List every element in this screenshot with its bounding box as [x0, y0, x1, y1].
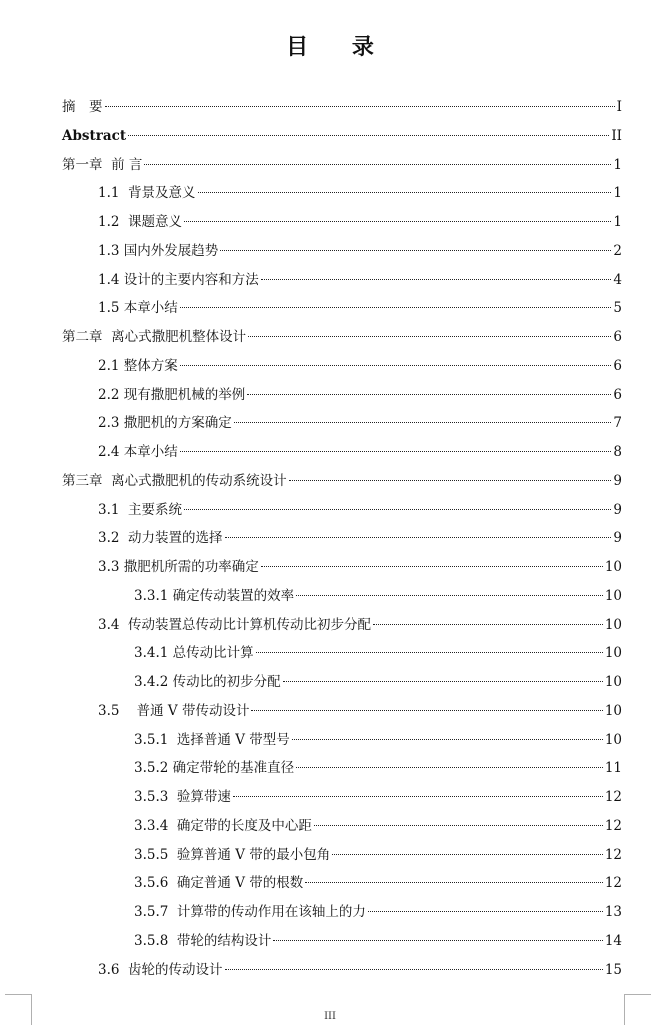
toc-dot-leader	[314, 825, 603, 826]
toc-entry[interactable]	[62, 381, 622, 410]
toc-entry-page-number: 10	[604, 645, 622, 662]
toc-entry-page-number: 1	[613, 214, 622, 230]
toc-dot-leader	[128, 135, 609, 136]
toc-entry-title: Abstract	[62, 127, 127, 144]
toc-entry-page-number: 6	[613, 329, 622, 345]
toc-entry-title: 1.1 背景及意义	[98, 185, 196, 202]
toc-entry-title: 2.3 撒肥机的方案确定	[98, 415, 232, 432]
toc-entry-page-number: 9	[613, 501, 622, 518]
toc-entry-title: 3.5.1 选择普通 V 带型号	[134, 731, 290, 748]
toc-dot-leader	[180, 365, 612, 366]
toc-entry-title: 第三章 离心式撒肥机的传动系统设计	[62, 472, 287, 489]
toc-entry-title: 3.5.7 计算带的传动作用在该轴上的力	[134, 904, 366, 920]
toc-entry-title: 2.1 整体方案	[98, 357, 178, 374]
toc-dot-leader	[373, 624, 603, 625]
toc-entry[interactable]	[62, 611, 622, 640]
toc-dot-leader	[247, 394, 611, 395]
toc-entry-page-number: 12	[604, 789, 622, 805]
toc-dot-leader	[234, 422, 612, 423]
toc-entry-title: 1.2 课题意义	[98, 214, 183, 230]
toc-entry-page-number: 6	[613, 386, 622, 403]
toc-dot-leader	[273, 940, 602, 941]
toc-entry[interactable]	[62, 496, 622, 525]
toc-dot-leader	[292, 739, 603, 740]
toc-entry[interactable]	[62, 726, 622, 755]
toc-entry-title: 3.5 普通 V 带传动设计	[98, 702, 250, 719]
toc-entry-page-number: 10	[604, 587, 622, 604]
toc-entry-page-number: 7	[613, 415, 622, 432]
toc-dot-leader	[220, 250, 611, 251]
toc-entry[interactable]	[62, 869, 622, 898]
toc-dot-leader	[332, 854, 603, 855]
toc-entry-title: 1.4 设计的主要内容和方法	[98, 271, 259, 288]
toc-entry[interactable]	[62, 812, 622, 841]
toc-dot-leader	[225, 537, 612, 538]
toc-entry[interactable]	[62, 927, 622, 956]
toc-entry-page-number: 10	[604, 731, 622, 748]
toc-entry-title: 1.5 本章小结	[98, 300, 178, 317]
footer-page-number: III	[324, 1011, 336, 1022]
toc-entry[interactable]	[62, 151, 622, 180]
toc-entry-page-number: 12	[604, 846, 622, 863]
toc-entry-page-number: 15	[604, 961, 622, 978]
toc-entry-page-number: 12	[604, 875, 622, 892]
toc-entry-page-number: 9	[613, 530, 622, 547]
toc-entry-page-number: 1	[613, 185, 622, 202]
toc-entry-title: 2.2 现有撒肥机械的举例	[98, 386, 246, 403]
toc-entry[interactable]	[62, 237, 622, 266]
toc-dot-leader	[144, 164, 611, 165]
toc-entry[interactable]	[62, 438, 622, 467]
toc-entry-title: 3.4.1 总传动比计算	[134, 645, 254, 662]
toc-entry-page-number: 8	[613, 444, 622, 460]
toc-dot-leader	[251, 710, 602, 711]
toc-entry[interactable]	[62, 956, 622, 985]
toc-entry[interactable]	[62, 266, 622, 295]
toc-entry-title: 2.4 本章小结	[98, 444, 178, 460]
toc-dot-leader	[248, 336, 611, 337]
toc-dot-leader	[296, 595, 603, 596]
toc-dot-leader	[225, 969, 603, 970]
toc-dot-leader	[261, 279, 612, 280]
toc-entry-page-number: 11	[604, 760, 622, 777]
toc-entry-title: 3.6 齿轮的传动设计	[98, 961, 223, 978]
toc-dot-leader	[105, 106, 615, 107]
toc-dot-leader	[256, 652, 603, 653]
toc-entry-page-number: I	[616, 99, 622, 115]
toc-entry-page-number: 2	[613, 242, 622, 259]
toc-entry-title: 3.5.2 确定带轮的基准直径	[134, 760, 295, 777]
toc-entry-page-number: 14	[604, 932, 622, 949]
toc-entry-title: 3.1 主要系统	[98, 501, 183, 518]
toc-entry-page-number: 4	[613, 271, 622, 288]
toc-dot-leader	[261, 566, 603, 567]
toc-dot-leader	[233, 796, 603, 797]
toc-dot-leader	[289, 480, 612, 481]
toc-dot-leader	[305, 882, 603, 883]
toc-entry-page-number: 6	[613, 357, 622, 374]
toc-entry-title: 3.3.4 确定带的长度及中心距	[134, 817, 312, 834]
toc-entry-page-number: 10	[604, 674, 622, 690]
toc-entry[interactable]	[62, 352, 622, 381]
toc-entry-page-number: II	[611, 127, 622, 144]
toc-entry[interactable]	[62, 93, 622, 122]
toc-entry-title: 3.2 动力装置的选择	[98, 530, 223, 547]
toc-dot-leader	[283, 681, 603, 682]
toc-entry-page-number: 9	[613, 472, 622, 489]
toc-entry-title: 3.5.6 确定普通 V 带的根数	[134, 875, 304, 892]
toc-entry-title: 第一章 前 言	[62, 156, 143, 173]
toc-entry[interactable]	[62, 582, 622, 611]
toc-entry-page-number: 10	[604, 702, 622, 719]
toc-entry-title: 3.4 传动装置总传动比计算机传动比初步分配	[98, 616, 372, 633]
toc-entry-title: 3.3 撒肥机所需的功率确定	[98, 559, 259, 575]
toc-entry-page-number: 1	[613, 156, 622, 173]
toc-entry[interactable]	[62, 208, 622, 237]
toc-dot-leader	[184, 221, 611, 222]
toc-entry[interactable]	[62, 754, 622, 783]
toc-entry[interactable]	[62, 294, 622, 323]
toc-entry-page-number: 5	[613, 300, 622, 317]
toc-entry-title: 摘 要	[62, 99, 103, 115]
toc-entry[interactable]	[62, 697, 622, 726]
toc-entry[interactable]	[62, 639, 622, 668]
toc-entry-title: 3.5.5 验算普通 V 带的最小包角	[134, 846, 331, 863]
toc-entry-title: 3.4.2 传动比的初步分配	[134, 674, 281, 690]
toc-entry[interactable]	[62, 668, 622, 697]
toc-dot-leader	[180, 451, 612, 452]
toc-title: 目 录	[286, 34, 392, 60]
toc-entry[interactable]	[62, 524, 622, 553]
toc-entry[interactable]	[62, 553, 622, 582]
toc-entry[interactable]	[62, 841, 622, 870]
toc-dot-leader	[368, 911, 603, 912]
toc-entry-title: 3.5.8 带轮的结构设计	[134, 932, 272, 949]
toc-list	[62, 93, 622, 984]
toc-entry[interactable]	[62, 898, 622, 927]
toc-entry-page-number: 10	[604, 559, 622, 575]
toc-entry-page-number: 12	[604, 817, 622, 834]
toc-entry-title: 1.3 国内外发展趋势	[98, 242, 219, 259]
toc-entry-title: 3.5.3 验算带速	[134, 789, 231, 805]
toc-dot-leader	[180, 307, 612, 308]
toc-entry-title: 3.3.1 确定传动装置的效率	[134, 587, 295, 604]
toc-entry[interactable]	[62, 179, 622, 208]
toc-entry[interactable]	[62, 467, 622, 496]
toc-dot-leader	[296, 767, 603, 768]
toc-entry[interactable]	[62, 783, 622, 812]
toc-entry[interactable]	[62, 409, 622, 438]
toc-entry-title: 第二章 离心式撒肥机整体设计	[62, 329, 247, 345]
toc-entry[interactable]	[62, 323, 622, 352]
toc-dot-leader	[198, 192, 612, 193]
toc-dot-leader	[184, 509, 611, 510]
toc-entry[interactable]	[62, 122, 622, 151]
toc-entry-page-number: 10	[604, 616, 622, 633]
toc-entry-page-number: 13	[604, 904, 622, 920]
